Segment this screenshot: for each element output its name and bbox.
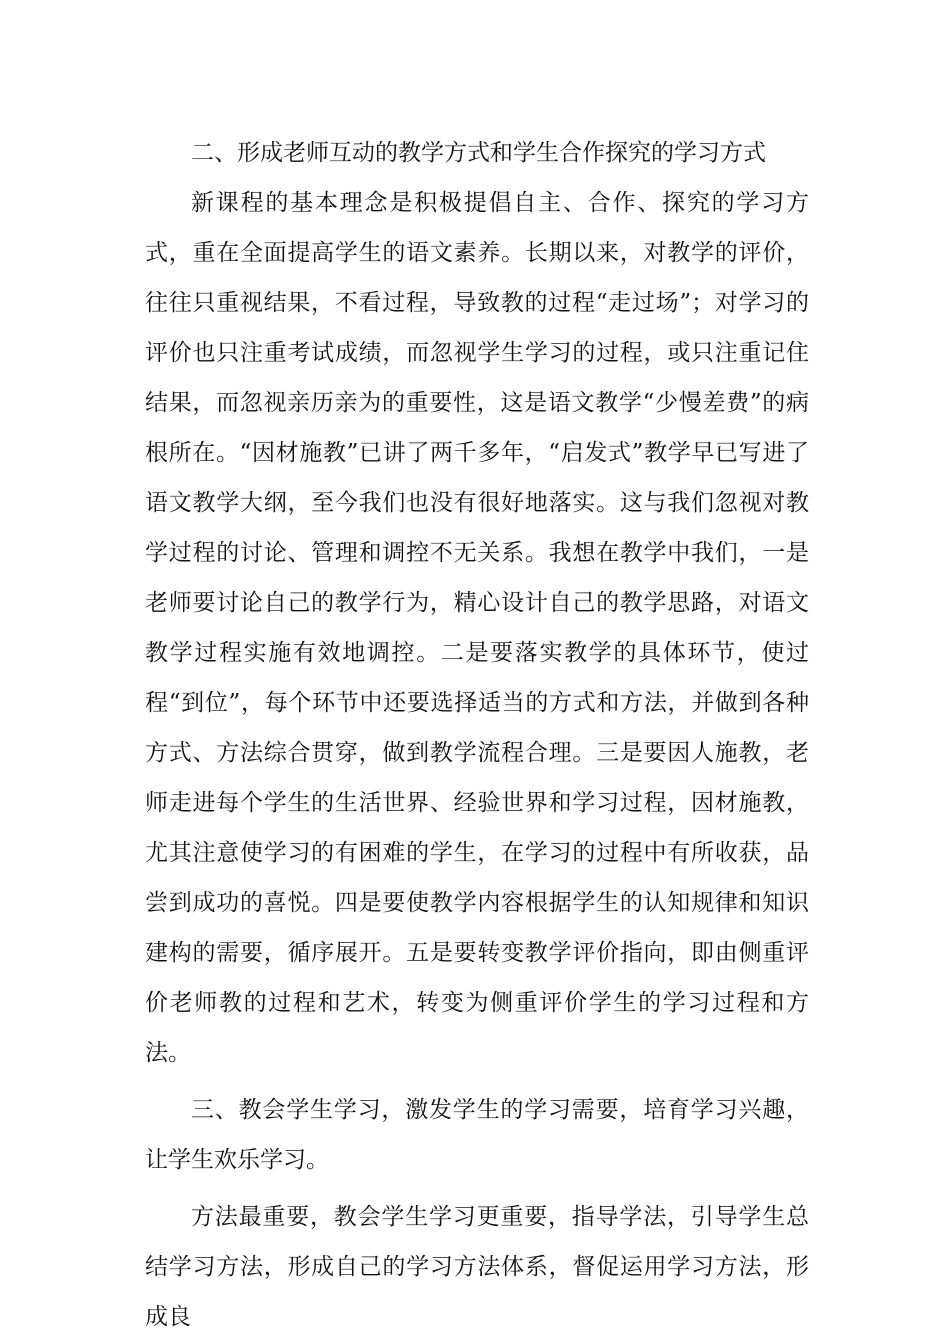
paragraph-2: 方法最重要，教会学生学习更重要，指导学法，引导学生总结学习方法，形成自己的学习方法体系，督促运用学习方法，形成良 xyxy=(145,1204,809,1330)
section-heading-3: 三、教会学生学习，激发学生的学习需要，培育学习兴趣，让学生欢乐学习。 xyxy=(145,1097,809,1173)
paragraph-1: 新课程的基本理念是积极提倡自主、合作、探究的学习方式，重在全面提高学生的语文素养。长期以来，对教学的评价，往往只重视结果，不看过程，导致教的过程“走过场”；对学习的评价也只注重考试成绩，而忽视学生学习的过程，或只注重记住结果，而忽视亲历亲为的重要性，这是语文教学“少慢差费”的病根所在。“因材施教”已讲了两千多年，“启发式”教学早已写进了语文教学大纲，至今我们也没有很好地落实。这与我们忽视对教学过程的讨论、管理和调控不无关系。我想在教学中我们，一是老师要讨论自己的教学行为，精心设计自己的教学思路，对语文教学过程实施有效地调控。二是要落实教学的具体环节，使过程“到位”，每个环节中还要选择适当的方式和方法，并做到各种方式、方法综合贯穿，做到教学流程合理。三是要因人施教，老师走进每个学生的生活世界、经验世界和学习过程，因材施教，尤其注意使学习的有困难的学生，在学习的过程中有所收获，品尝到成功的喜悦。四是要使教学内容根据学生的认知规律和知识建构的需要，循序展开。五是要转变教学评价指向，即由侧重评价老师教的过程和艺术，转变为侧重评价学生的学习过程和方法。 xyxy=(145,190,809,1066)
section-heading-2: 二、形成老师互动的教学方式和学生合作探究的学习方式 xyxy=(191,140,766,166)
document-body xyxy=(145,128,809,1342)
